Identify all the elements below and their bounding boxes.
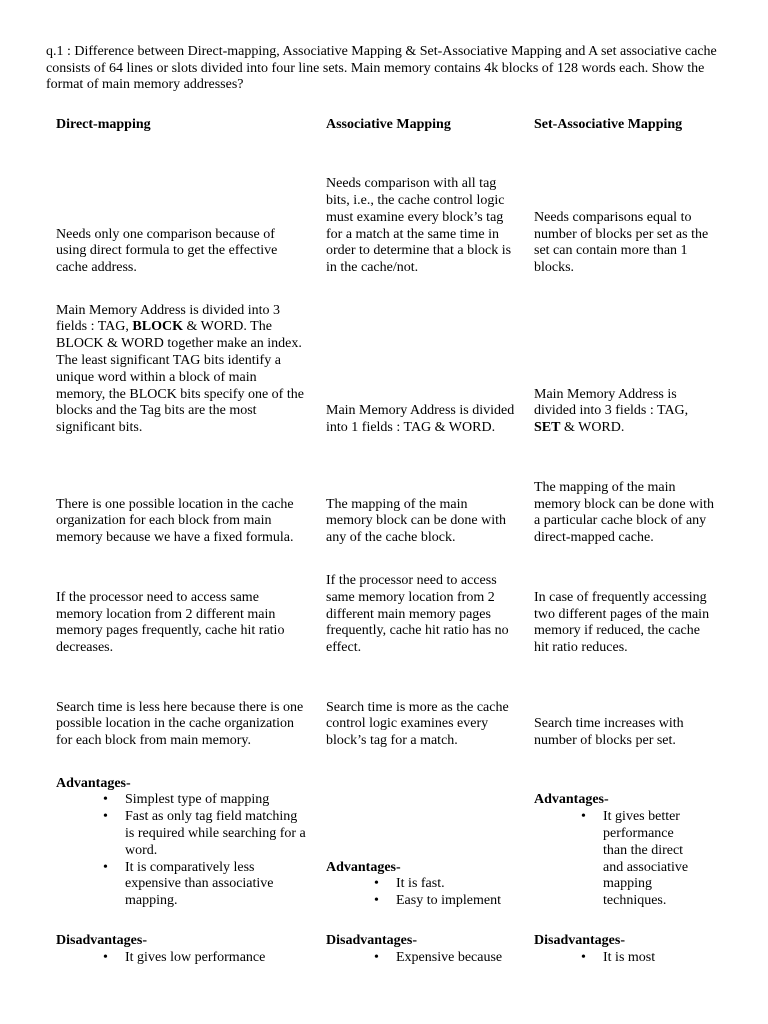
- set-keyword: SET: [534, 420, 561, 436]
- list-item: • It is fast.: [396, 876, 516, 893]
- comparison-associative-text: Needs comparison with all tag bits, i.e., the cache control logic must examine every block’s tag for a match at the same time in order to determine that a block is in the cache/not.: [326, 176, 512, 276]
- comparison-set-associative-text: Needs comparisons equal to number of blocks per set as the set can contain more than 1 blocks.: [534, 209, 709, 276]
- row-disadvantages-direct: [56, 933, 308, 967]
- list-item: • Fast as only tag field matching is required while searching for a word.: [125, 809, 308, 859]
- block-keyword: BLOCK: [132, 319, 183, 335]
- advantages-label-direct: Advantages-: [56, 775, 131, 791]
- header-set-associative-mapping: Set-Associative Mapping: [534, 117, 683, 132]
- advantages-list-associative: [396, 876, 516, 910]
- row-hit-ratio-set-associative: [534, 565, 714, 657]
- header-direct-mapping: Direct-mapping: [56, 117, 151, 132]
- row-address-associative: [326, 294, 516, 437]
- location-direct-text: There is one possible location in the cache organization for each block from main memory because we have a fixed formula.: [56, 496, 294, 546]
- row-hit-ratio-associative: [326, 565, 516, 657]
- row-comparison-direct: [56, 150, 308, 277]
- disadvantages-label-direct: Disadvantages-: [56, 933, 148, 948]
- search-time-set-associative-text: Search time increases with number of blocks per set.: [534, 716, 684, 749]
- hit-ratio-direct-text: If the processor need to access same memory location from 2 different main memory pages frequently, cache hit ratio decreases.: [56, 589, 285, 656]
- row-comparison-associative: [326, 150, 516, 277]
- list-item: • It gives low performance: [125, 950, 308, 967]
- advantages-list-direct: [125, 792, 308, 910]
- row-location-direct: [56, 455, 308, 547]
- hit-ratio-set-associative-text: In case of frequently accessing two different pages of the main memory if reduced, the cache hit ratio reduces.: [534, 589, 710, 656]
- row-address-set-associative: [534, 294, 714, 437]
- row-search-time-associative: [326, 675, 516, 750]
- row-advantages-set-associative: [534, 770, 699, 910]
- disadvantages-list-associative: [396, 950, 516, 967]
- advantages-label-associative: Advantages-: [326, 859, 401, 875]
- row-disadvantages-set-associative: [534, 933, 714, 967]
- list-item: • Simplest type of mapping: [125, 792, 308, 809]
- location-set-associative-text: The mapping of the main memory block can be done with a particular cache block of any direct-mapped cache.: [534, 479, 715, 546]
- address-associative-text: Main Memory Address is divided into 1 fields : TAG & WORD.: [326, 403, 515, 436]
- row-location-associative: [326, 455, 516, 547]
- disadvantages-list-direct: [125, 950, 308, 967]
- row-search-time-direct: [56, 675, 308, 750]
- row-disadvantages-associative: [326, 933, 516, 967]
- search-time-associative-text: Search time is more as the cache control logic examines every block’s tag for a match.: [326, 699, 509, 749]
- hit-ratio-associative-text: If the processor need to access same memory location from 2 different main memory pages frequently, cache hit ratio has no effect.: [326, 573, 509, 656]
- comparison-direct-text: Needs only one comparison because of using direct formula to get the effective cache address.: [56, 226, 278, 276]
- row-search-time-set-associative: [534, 675, 714, 750]
- advantages-label-set-associative: Advantages-: [534, 792, 609, 808]
- disadvantages-label-set-associative: Disadvantages-: [534, 933, 626, 948]
- row-advantages-associative: [326, 770, 516, 910]
- list-item: • It is comparatively less expensive than associative mapping.: [125, 860, 308, 910]
- list-item: • It is most: [603, 950, 714, 967]
- disadvantages-list-set-associative: [603, 950, 714, 967]
- header-associative-mapping: Associative Mapping: [326, 117, 451, 132]
- question-text: q.1 : Difference between Direct-mapping, Associative Mapping & Set-Associative Mapping and A set associative cache consists of 64 lines or slots divided into four line sets. Main memory contains 4k blocks of 128 words each. Show the format of main memory addresses?: [46, 44, 717, 93]
- row-advantages-direct: [56, 770, 308, 910]
- list-item: • Expensive because: [396, 950, 516, 967]
- location-associative-text: The mapping of the main memory block can be done with any of the cache block.: [326, 496, 507, 546]
- search-time-direct-text: Search time is less here because there is one possible location in the cache organization for each block from main memory.: [56, 699, 304, 749]
- advantages-list-set-associative: [603, 809, 699, 910]
- address-set-associative-text: Main Memory Address is divided into 3 fields : TAG, SET & WORD.: [534, 386, 689, 436]
- disadvantages-label-associative: Disadvantages-: [326, 933, 418, 948]
- row-hit-ratio-direct: [56, 565, 308, 657]
- row-location-set-associative: [534, 455, 714, 547]
- row-comparison-set-associative: [534, 150, 714, 277]
- address-direct-text: Main Memory Address is divided into 3 fields : TAG, BLOCK & WORD. The BLOCK & WORD together make an index. The least significant TAG bits identify a unique word within a block of main memory, the BLOCK bits specify one of the blocks and the Tag bits are the most significant bits.: [56, 302, 304, 436]
- row-address-direct: [56, 294, 308, 437]
- list-item: • It gives better performance than the direct and associative mapping techniques.: [603, 809, 699, 910]
- list-item: • Easy to implement: [396, 893, 516, 910]
